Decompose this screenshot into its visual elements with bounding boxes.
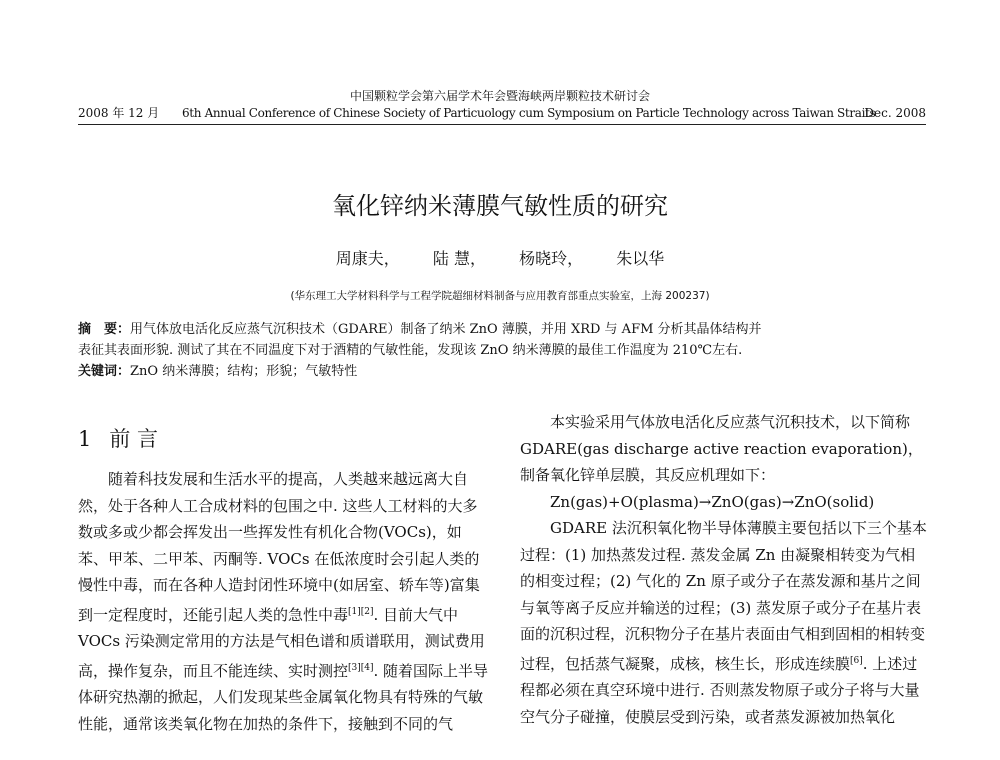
author-1: 周康夫， <box>335 249 400 268</box>
abstract-line-2: 表征其表面形貌. 测试了其在不同温度下对于酒精的气敏性能，发现该 ZnO 纳米薄膜的最佳工作温度为 210℃左右. <box>78 343 743 358</box>
process-paragraph <box>520 515 928 730</box>
intro-paragraph <box>78 466 490 737</box>
author-list <box>0 246 1000 269</box>
abstract <box>78 319 928 382</box>
section-heading <box>78 424 490 454</box>
abstract-line-1: 用气体放电活化反应蒸气沉积技术（GDARE）制备了纳米 ZnO 薄膜，并用 XRD 与 AFM 分析其晶体结构并 <box>130 322 762 337</box>
intro-text-2: . 目前大气中 VOCs 污染测定常用的方法是气相色谱和质谱联用，测试费用高，操作复杂，而且不能连续、实时测控 <box>78 605 485 680</box>
citation-1-2: [1][2] <box>348 606 374 617</box>
right-column <box>520 409 928 730</box>
process-text-2: . 上述过程都必须在真空环境中进行. 否则蒸发物原子或分子将与大量空气分子碰撞，使膜层受到污染，或者蒸发源被加热氧化 <box>520 654 920 726</box>
citation-6: [6] <box>850 655 863 666</box>
author-3: 杨晓玲， <box>519 249 584 268</box>
abstract-label: 摘 要： <box>78 322 131 337</box>
header-rule <box>78 124 926 125</box>
method-paragraph: 本实验采用气体放电活化反应蒸气沉积技术，以下简称 GDARE(gas discharge active reaction evaporation)，制备氧化锌单层膜，其反应机理如下： <box>520 413 923 484</box>
keywords: ZnO 纳米薄膜；结构；形貌；气敏特性 <box>130 364 358 379</box>
affiliation: (华东理工大学材料科学与工程学院超细材料制备与应用教育部重点实验室，上海 200237) <box>290 290 710 302</box>
author-2: 陆 慧， <box>432 249 486 268</box>
header-date-cn: 2008 年 12 月 <box>78 106 160 120</box>
header-conference-en: 6th Annual Conference of Chinese Society of Particuology cum Symposium on Particle Technology across Taiwan Straits <box>182 106 876 120</box>
paper-title: 氧化锌纳米薄膜气敏性质的研究 <box>332 192 668 220</box>
reaction-formula: Zn(gas)+O(plasma)→ZnO(gas)→ZnO(solid) <box>550 492 875 511</box>
conference-title-cn: 中国颗粒学会第六届学术年会暨海峡两岸颗粒技术研讨会 <box>349 89 650 103</box>
keywords-label: 关键词： <box>78 364 131 379</box>
left-column <box>78 424 490 737</box>
citation-3-4: [3][4] <box>348 662 374 673</box>
intro-text-1: 随着科技发展和生活水平的提高，人类越来越远离大自然，处于各种人工合成材料的包围之中. 这些人工材料的大多数或多或少都会挥发出一些挥发性有机化合物(VOCs)，如苯、甲苯、二甲苯、丙酮等. VOCs 在低浓度时会引起人类的慢性中毒，而在各种人造封闭性环境中(如居室、轿车等)富集到一定程度时，还能引起人类的急性中毒 <box>78 470 480 624</box>
process-text-1: GDARE 法沉积氧化物半导体薄膜主要包括以下三个基本过程：(1) 加热蒸发过程. 蒸发金属 Zn 由凝聚相转变为气相的相变过程；(2) 气化的 Zn 原子或分子在蒸发源和基片之间与氧等离子反应并输送的过程；(3) 蒸发原子或分子在基片表面的沉积过程，沉积物分子在基片表面由气相到固相的相转变过程，包括蒸气凝聚，成核，核生长，形成连续膜 <box>520 519 927 673</box>
section-title: 前 言 <box>109 427 159 451</box>
header-date-en: Dec. 2008 <box>864 106 926 120</box>
section-number: 1 <box>78 427 92 451</box>
intro-text-3: . 随着国际上半导体研究热潮的掀起，人们发现某些金属氧化物具有特殊的气敏性能，通常该类氧化物在加热的条件下，接触到不同的气 <box>78 661 489 733</box>
author-4: 朱以华 <box>616 249 665 268</box>
